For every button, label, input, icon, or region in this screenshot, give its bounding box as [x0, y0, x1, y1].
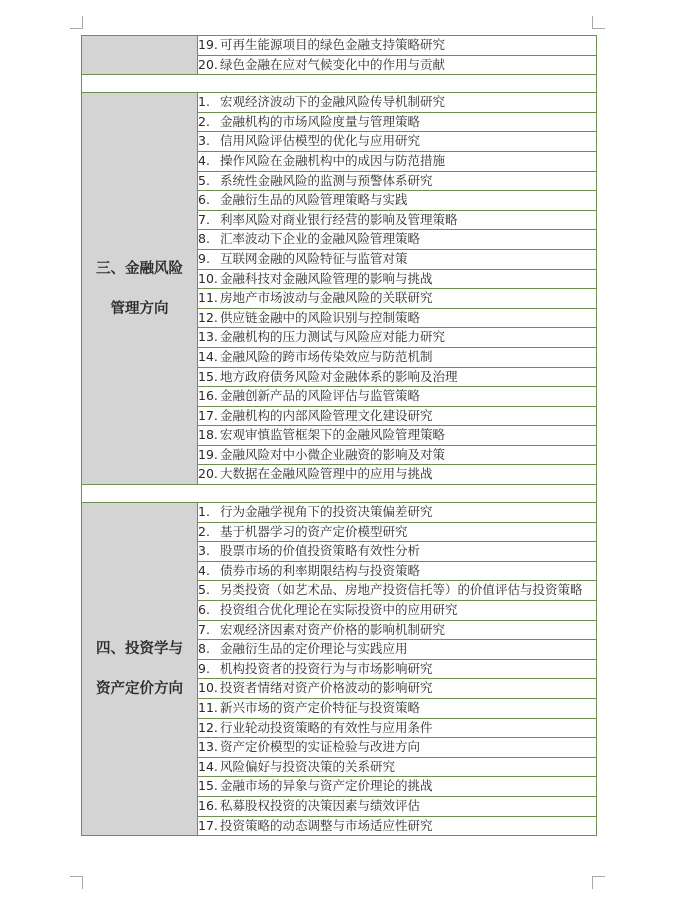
category-heading — [82, 93, 198, 485]
topic-item — [198, 36, 597, 56]
topic-item — [198, 308, 597, 328]
table-row — [82, 93, 597, 113]
topic-number: 9. — [198, 660, 210, 676]
category-cell-continued — [82, 36, 198, 75]
topic-text: 互联网金融的风险特征与监管对策 — [220, 250, 408, 266]
topic-item — [198, 542, 597, 562]
topic-number: 11. — [198, 700, 218, 715]
topic-item — [198, 269, 597, 289]
topic-item — [198, 132, 597, 152]
topic-item — [198, 601, 597, 621]
topic-text: 利率风险对商业银行经营的影响及管理策略 — [220, 211, 458, 227]
topic-number: 14. — [198, 348, 218, 364]
topic-number: 15. — [198, 368, 218, 384]
topic-item — [198, 679, 597, 699]
topic-item — [198, 289, 597, 309]
topic-item — [198, 151, 597, 171]
page-corner-mark-bottom-left — [70, 876, 83, 889]
topic-text: 金融市场的异象与资产定价理论的挑战 — [220, 778, 433, 794]
topic-item — [198, 620, 597, 640]
topic-item — [198, 581, 597, 601]
topic-number: 15. — [198, 778, 218, 794]
topic-text: 金融机构的压力测试与风险应对能力研究 — [220, 329, 446, 345]
topic-text: 金融衍生品的风险管理策略与实践 — [220, 192, 408, 208]
topic-item — [198, 522, 597, 542]
topic-text: 大数据在金融风险管理中的应用与挑战 — [220, 466, 433, 482]
topic-number: 3. — [198, 133, 210, 149]
topic-text: 操作风险在金融机构中的成因与防范措施 — [220, 152, 446, 168]
topic-text: 另类投资（如艺术品、房地产投资信托等）的价值评估与投资策略 — [220, 582, 583, 598]
spacer-cell — [82, 75, 597, 93]
topic-number: 20. — [198, 56, 218, 72]
topic-text: 金融创新产品的风险评估与监管策略 — [220, 388, 421, 404]
topic-item — [198, 112, 597, 132]
table-row — [82, 503, 597, 523]
table-row — [82, 36, 597, 56]
topic-number: 11. — [198, 290, 218, 306]
topic-number: 20. — [198, 466, 218, 482]
topic-number: 1. — [198, 504, 210, 520]
topic-item — [198, 230, 597, 250]
topic-item — [198, 718, 597, 738]
topic-text: 投资组合优化理论在实际投资中的应用研究 — [220, 602, 458, 618]
topic-number: 19. — [198, 446, 218, 462]
topic-number: 5. — [198, 172, 210, 188]
category-title-line2: 管理方向 — [110, 300, 169, 317]
topic-text: 股票市场的价值投资策略有效性分析 — [220, 543, 421, 559]
topic-number: 4. — [198, 152, 210, 168]
topic-text: 宏观经济波动下的金融风险传导机制研究 — [220, 94, 446, 110]
topic-number: 19. — [198, 37, 218, 52]
topic-item — [198, 191, 597, 211]
topic-number: 10. — [198, 270, 218, 286]
topic-item — [198, 387, 597, 407]
topic-number: 17. — [198, 817, 218, 833]
topic-item — [198, 777, 597, 797]
topic-item — [198, 171, 597, 191]
topic-number: 1. — [198, 94, 210, 110]
topic-number: 5. — [198, 582, 210, 598]
topic-number: 2. — [198, 113, 210, 129]
page-corner-mark-bottom-right — [592, 876, 605, 889]
section-spacer-row — [82, 75, 597, 93]
topic-text: 资产定价模型的实证检验与改进方向 — [220, 739, 421, 755]
topic-text: 行为金融学视角下的投资决策偏差研究 — [220, 504, 433, 520]
topic-text: 宏观经济因素对资产价格的影响机制研究 — [220, 621, 446, 637]
category-heading — [82, 503, 198, 836]
topic-text: 金融风险对中小微企业融资的影响及对策 — [220, 446, 446, 462]
topic-number: 6. — [198, 192, 210, 208]
topic-item — [198, 796, 597, 816]
topic-text: 机构投资者的投资行为与市场影响研究 — [220, 660, 433, 676]
topic-number: 7. — [198, 211, 210, 227]
topic-text: 基于机器学习的资产定价模型研究 — [220, 523, 408, 539]
category-title-line2: 资产定价方向 — [96, 681, 183, 698]
topic-text: 金融科技对金融风险管理的影响与挑战 — [220, 270, 433, 286]
topic-item — [198, 93, 597, 113]
topic-text: 投资策略的动态调整与市场适应性研究 — [220, 817, 433, 833]
topic-number: 3. — [198, 543, 210, 559]
page-corner-mark-top-left — [70, 16, 83, 29]
topics-table — [81, 35, 597, 836]
topic-text: 债券市场的利率期限结构与投资策略 — [220, 562, 421, 578]
topic-text: 私募股权投资的决策因素与绩效评估 — [220, 797, 421, 813]
topic-item — [198, 816, 597, 836]
topic-number: 13. — [198, 739, 218, 755]
topic-number: 12. — [198, 719, 218, 735]
topic-number: 9. — [198, 250, 210, 266]
topic-item — [198, 347, 597, 367]
topic-item — [198, 738, 597, 758]
topic-number: 2. — [198, 523, 210, 539]
topic-item — [198, 757, 597, 777]
topic-text: 系统性金融风险的监测与预警体系研究 — [220, 172, 433, 188]
topic-item — [198, 55, 597, 75]
category-title-line1: 三、金融风险 — [96, 260, 183, 277]
topic-item — [198, 699, 597, 719]
topic-item — [198, 445, 597, 465]
topic-number: 18. — [198, 427, 218, 443]
spacer-cell — [82, 485, 597, 503]
topic-text: 地方政府债务风险对金融体系的影响及治理 — [220, 368, 458, 384]
topic-item — [198, 503, 597, 523]
topic-text: 投资者情绪对资产价格波动的影响研究 — [220, 680, 433, 696]
topic-text: 新兴市场的资产定价特征与投资策略 — [220, 700, 421, 715]
topic-number: 17. — [198, 407, 218, 423]
topic-text: 金融风险的跨市场传染效应与防范机制 — [220, 348, 433, 364]
topic-number: 8. — [198, 641, 210, 657]
topic-item — [198, 561, 597, 581]
topic-text: 信用风险评估模型的优化与应用研究 — [220, 133, 421, 149]
topic-item — [198, 210, 597, 230]
topic-text: 宏观审慎监管框架下的金融风险管理策略 — [220, 427, 446, 443]
category-title-line1: 四、投资学与 — [96, 641, 183, 658]
topic-number: 10. — [198, 680, 218, 696]
topic-item — [198, 426, 597, 446]
topic-item — [198, 328, 597, 348]
topic-number: 16. — [198, 797, 218, 813]
topic-text: 金融机构的市场风险度量与管理策略 — [220, 113, 421, 129]
topic-text: 房地产市场波动与金融风险的关联研究 — [220, 290, 433, 306]
topic-number: 7. — [198, 621, 210, 637]
topic-number: 12. — [198, 309, 218, 325]
topic-text: 绿色金融在应对气候变化中的作用与贡献 — [220, 56, 446, 72]
topic-number: 14. — [198, 758, 218, 774]
topic-text: 供应链金融中的风险识别与控制策略 — [220, 309, 421, 325]
topic-number: 16. — [198, 388, 218, 404]
topic-text: 汇率波动下企业的金融风险管理策略 — [220, 231, 421, 247]
topic-item — [198, 659, 597, 679]
topic-number: 8. — [198, 231, 210, 247]
topic-item — [198, 465, 597, 485]
topic-item — [198, 406, 597, 426]
topic-number: 13. — [198, 329, 218, 345]
topic-item — [198, 249, 597, 269]
topic-item — [198, 640, 597, 660]
topic-number: 4. — [198, 562, 210, 578]
topic-text: 可再生能源项目的绿色金融支持策略研究 — [220, 37, 446, 52]
topic-text: 行业轮动投资策略的有效性与应用条件 — [220, 719, 433, 735]
page-corner-mark-top-right — [592, 16, 605, 29]
topic-text: 金融衍生品的定价理论与实践应用 — [220, 641, 408, 657]
topic-item — [198, 367, 597, 387]
topic-number: 6. — [198, 602, 210, 618]
topic-text: 风险偏好与投资决策的关系研究 — [220, 758, 396, 774]
topic-text: 金融机构的内部风险管理文化建设研究 — [220, 407, 433, 423]
section-spacer-row — [82, 485, 597, 503]
